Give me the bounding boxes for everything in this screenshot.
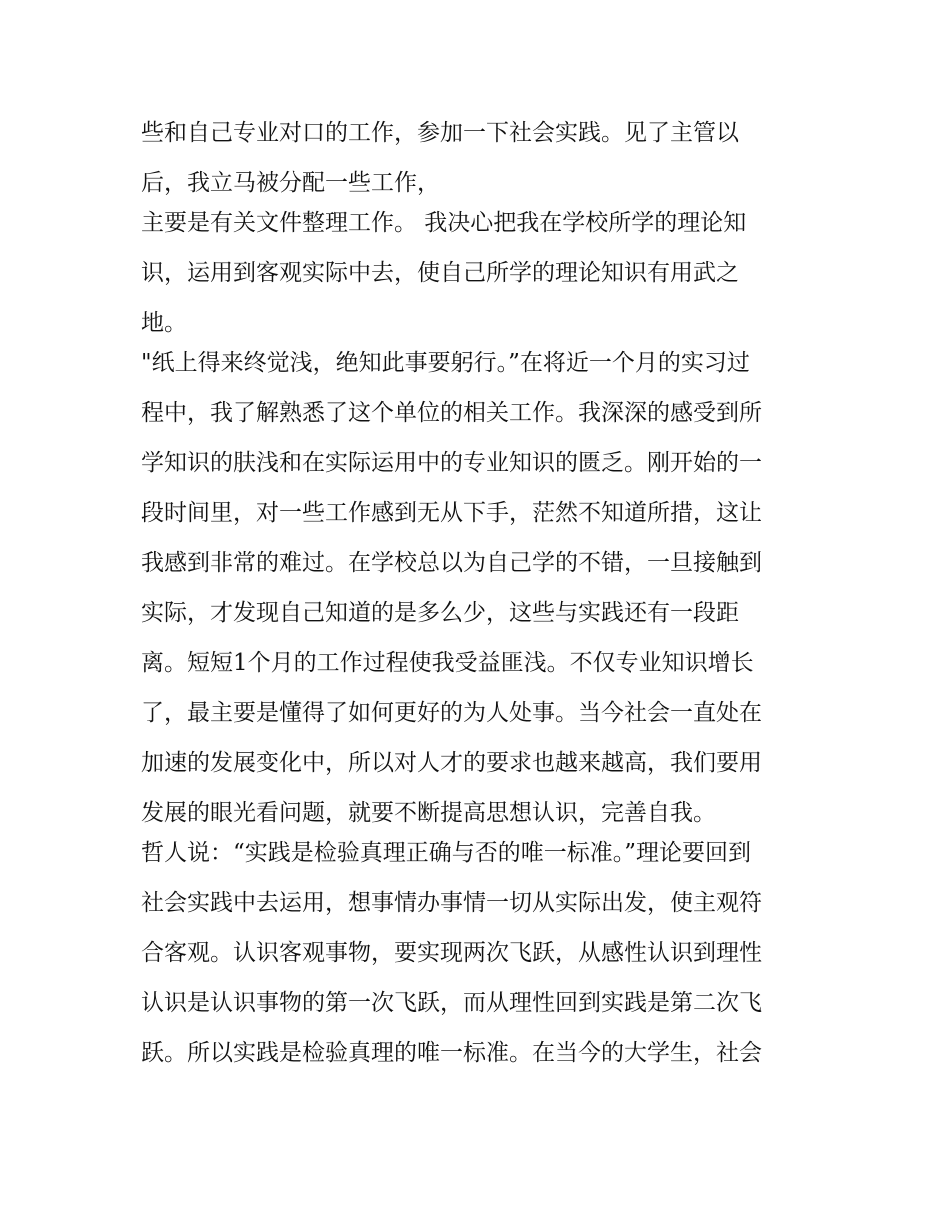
text-line-8: 学知识的肤浅和在实际运用中的专业知识的匮乏。刚开始的一 xyxy=(141,450,762,476)
text-line-10: 我感到非常的难过。在学校总以为自己学的不错，一旦接触到 xyxy=(141,550,762,576)
text-line-15: 发展的眼光看问题，就要不断提高思想认识，完善自我。 xyxy=(141,800,716,826)
text-line-1: 些和自己专业对口的工作，参加一下社会实践。见了主管以 xyxy=(141,120,739,146)
text-line-2: 后，我立马被分配一些工作， xyxy=(141,170,440,196)
text-line-16: 哲人说：“实践是检验真理正确与否的唯一标准。”理论要回到 xyxy=(141,840,752,866)
text-line-14: 加速的发展变化中，所以对人才的要求也越来越高，我们要用 xyxy=(141,750,762,776)
text-line-20: 跃。所以实践是检验真理的唯一标准。在当今的大学生，社会 xyxy=(141,1040,762,1066)
text-line-3: 主要是有关文件整理工作。 我决心把我在学校所学的理论知 xyxy=(141,210,747,236)
text-line-13: 了，最主要是懂得了如何更好的为人处事。当今社会一直处在 xyxy=(141,700,762,726)
text-line-7: 程中，我了解熟悉了这个单位的相关工作。我深深的感受到所 xyxy=(141,400,762,426)
text-line-5: 地。 xyxy=(141,310,187,336)
text-line-19: 认识是认识事物的第一次飞跃，而从理性回到实践是第二次飞 xyxy=(141,990,762,1016)
text-line-12: 离。短短1个月的工作过程使我受益匪浅。不仅专业知识增长 xyxy=(141,650,754,676)
text-line-9: 段时间里，对一些工作感到无从下手，茫然不知道所措，这让 xyxy=(141,500,762,526)
text-line-6: "纸上得来终觉浅，绝知此事要躬行。”在将近一个月的实习过 xyxy=(141,350,750,376)
text-line-17: 社会实践中去运用，想事情办事情一切从实际出发，使主观符 xyxy=(141,890,762,916)
text-line-18: 合客观。认识客观事物，要实现两次飞跃，从感性认识到理性 xyxy=(141,940,762,966)
text-line-11: 实际，才发现自己知道的是多么少，这些与实践还有一段距 xyxy=(141,600,739,626)
text-line-4: 识，运用到客观实际中去，使自己所学的理论知识有用武之 xyxy=(141,260,739,286)
document-body xyxy=(141,113,821,1083)
